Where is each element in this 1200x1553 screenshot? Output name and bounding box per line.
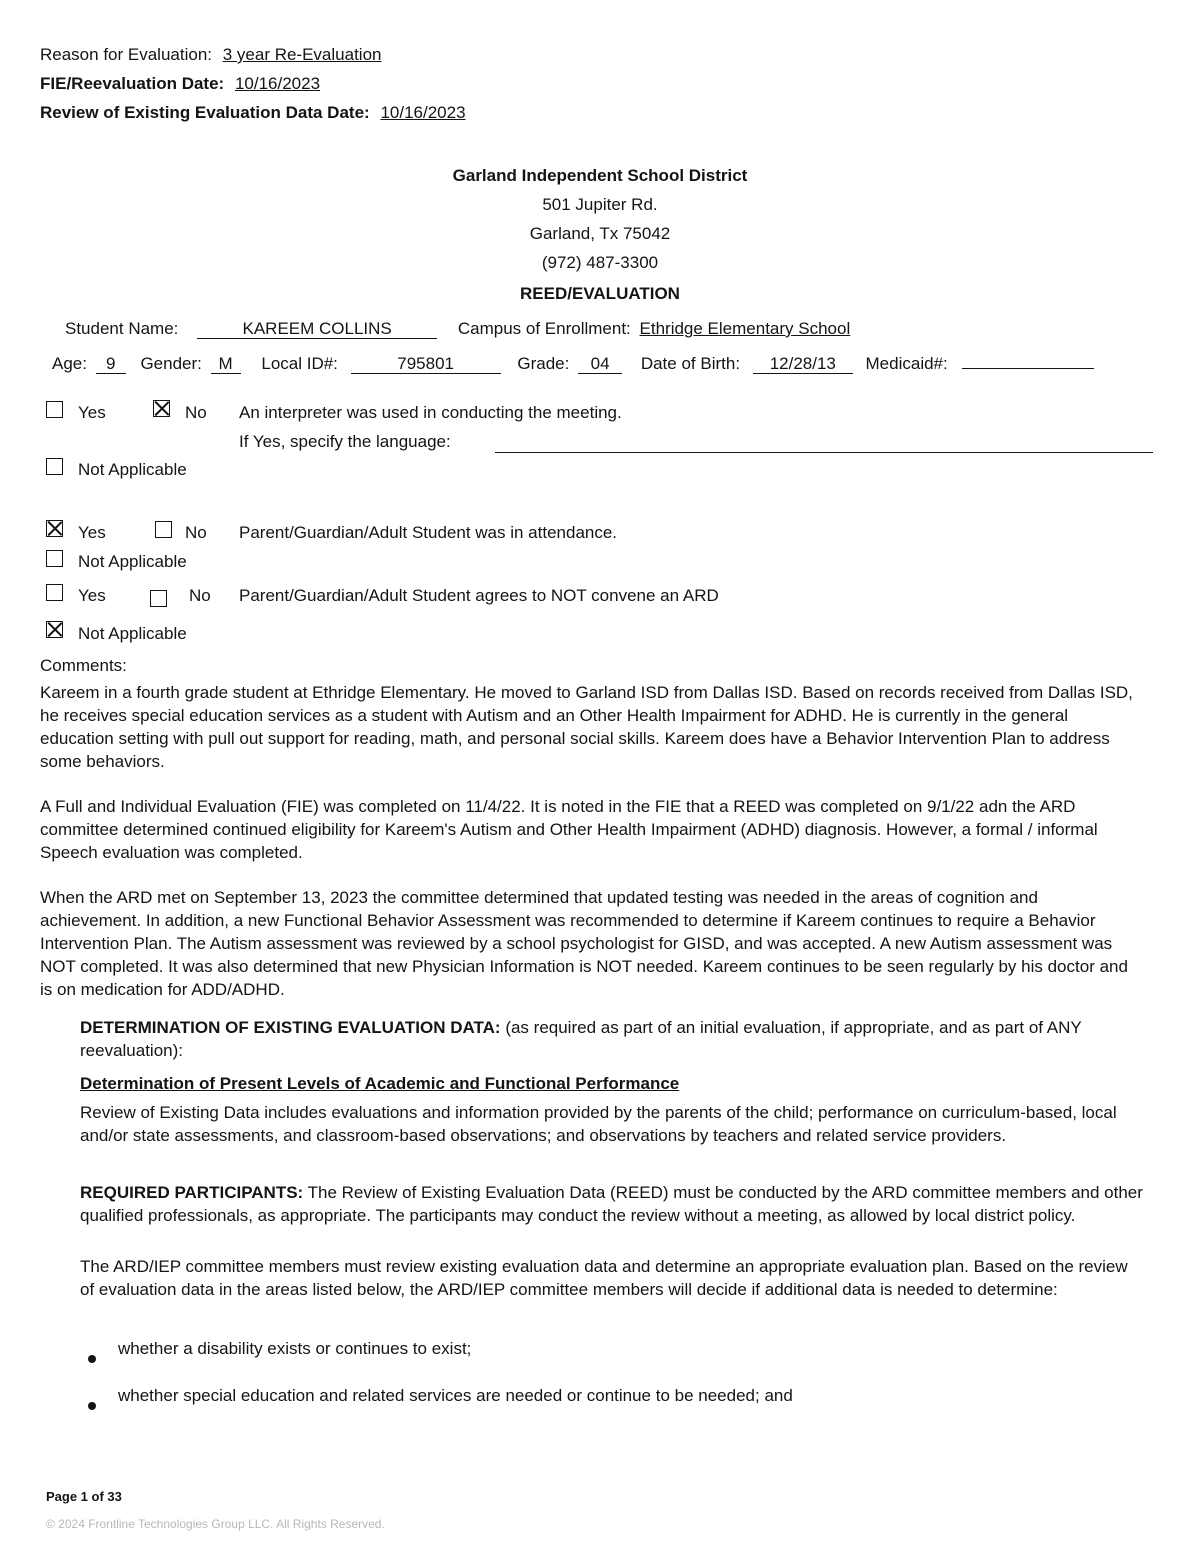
medicaid-value (962, 368, 1094, 369)
fie-value: 10/16/2023 (234, 74, 321, 93)
age-label: Age: (52, 354, 87, 373)
reason-label: Reason for Evaluation: (40, 45, 212, 64)
fie-label: FIE/Reevaluation Date: (40, 74, 225, 93)
convene-no-label: No (189, 586, 211, 605)
comments-paragraph-2: A Full and Individual Evaluation (FIE) was completed on 11/4/22. It is noted in the FIE that a REED was completed on 9/1/22 adn the ARD committee determined continued eligibility for Kareem's Autism and Other Health Impairment (ADHD) diagnosis. However, a formal / informal Speech evaluation was completed. (40, 797, 1098, 862)
fie-reevaluation-date (40, 74, 320, 94)
district-address-line1: 501 Jupiter Rd. (542, 195, 658, 214)
attendance-statement: Parent/Guardian/Adult Student was in attendance. (239, 523, 618, 542)
dob-value: 12/28/13 (753, 354, 853, 374)
student-name-label: Student Name: (65, 319, 179, 338)
interpreter-language-field[interactable] (495, 452, 1153, 453)
convene-statement: Parent/Guardian/Adult Student agrees to NOT convene an ARD (239, 586, 719, 605)
interpreter-language-row (239, 432, 451, 452)
student-name-row (65, 319, 850, 339)
comments-paragraph-3: When the ARD met on September 13, 2023 the committee determined that updated testing was needed in the areas of cognition and achievement. In addition, a new Functional Behavior Assessment was recommended to determine if Kareem continues to require a Behavior Intervention Plan. The Autism assessment was reviewed by a school psychologist for GISD, and was accepted. A new Autism assessment was NOT completed. It was also determined that new Physician Information is NOT needed. Kareem continues to be seen regularly by his doctor and is on medication for ADD/ADHD. (40, 888, 1128, 999)
review-existing-data-text: Review of Existing Data includes evaluations and information provided by the parents of the child; performance on curriculum-based, local and/or state assessments, and classroom-based observations; and observations by teachers and related service providers. (80, 1103, 1117, 1145)
interpreter-na-label: Not Applicable (78, 460, 187, 479)
interpreter-no-label: No (185, 403, 207, 422)
determination-heading (80, 1016, 1145, 1062)
convene-yes-checkbox[interactable] (46, 584, 63, 601)
reed-date (40, 103, 466, 123)
comments-paragraph-1: Kareem in a fourth grade student at Ethridge Elementary. He moved to Garland ISD from Dallas ISD. Based on records received from Dallas ISD, he receives special education services as a student with Autism and an Other Health Impairment for ADHD. He is currently in the general education setting with pull out support for reading, math, and personal social skills. Kareem does have a Behavior Intervention Plan to address some behaviors. (40, 683, 1133, 771)
determination-heading-bold: DETERMINATION OF EXISTING EVALUATION DATA: (80, 1018, 501, 1037)
student-name-value: KAREEM COLLINS (197, 319, 437, 339)
attendance-no-checkbox[interactable] (155, 521, 172, 538)
comments-label: Comments: (40, 656, 127, 675)
convene-na-checkbox[interactable] (46, 621, 63, 638)
reason-value: 3 year Re-Evaluation (222, 45, 382, 64)
attendance-yes-checkbox[interactable] (46, 520, 63, 537)
reed-value: 10/16/2023 (380, 103, 466, 122)
bullet-dot-1 (88, 1355, 96, 1363)
district-phone: (972) 487-3300 (541, 253, 659, 272)
reason-for-evaluation (40, 45, 382, 65)
required-participants-text: The Review of Existing Evaluation Data (REED) must be conducted by the ARD committee members and other qualified professionals, as appropriate. The participants may conduct the review without a meeting, as allowed by local district policy. (80, 1183, 1143, 1225)
bullet-item-2: whether special education and related services are needed or continue to be needed; and (118, 1386, 793, 1405)
district-name: Garland Independent School District (452, 166, 748, 185)
campus-label: Campus of Enrollment: (457, 319, 631, 338)
required-participants-label: REQUIRED PARTICIPANTS: (80, 1183, 304, 1202)
copyright-notice: © 2024 Frontline Technologies Group LLC. All Rights Reserved. (46, 1517, 385, 1531)
grade-value: 04 (578, 354, 622, 374)
interpreter-na-checkbox[interactable] (46, 458, 63, 475)
grade-label: Grade: (517, 354, 570, 373)
campus-value: Ethridge Elementary School (639, 319, 851, 338)
student-details-row (52, 354, 1094, 374)
reed-label: Review of Existing Evaluation Data Date: (40, 103, 370, 122)
interpreter-yes-label: Yes (78, 403, 106, 422)
convene-yes-label: Yes (78, 586, 106, 605)
interpreter-statement: An interpreter was used in conducting the meeting. (239, 403, 622, 422)
local-id-value: 795801 (351, 354, 501, 374)
committee-text: The ARD/IEP committee members must review existing evaluation data and determine an appropriate evaluation plan. Based on the review of evaluation data in the areas listed below, the ARD/IEP committee members will decide if additional data is needed to determine: (80, 1257, 1128, 1299)
local-id-label: Local ID#: (261, 354, 338, 373)
age-value: 9 (96, 354, 126, 374)
medicaid-label: Medicaid#: (865, 354, 948, 373)
district-address-line2: Garland, Tx 75042 (529, 224, 671, 243)
attendance-na-label: Not Applicable (78, 552, 187, 571)
convene-na-label: Not Applicable (78, 624, 187, 643)
present-levels-subheading: Determination of Present Levels of Academic and Functional Performance (80, 1074, 680, 1093)
gender-label: Gender: (140, 354, 202, 373)
bullet-dot-2 (88, 1402, 96, 1410)
interpreter-no-checkbox[interactable] (153, 400, 170, 417)
attendance-na-checkbox[interactable] (46, 550, 63, 567)
attendance-yes-label: Yes (78, 523, 106, 542)
dob-label: Date of Birth: (640, 354, 741, 373)
attendance-no-label: No (185, 523, 207, 542)
page-number: Page 1 of 33 (46, 1489, 122, 1504)
interpreter-yes-checkbox[interactable] (46, 401, 63, 418)
interpreter-language-label: If Yes, specify the language: (239, 432, 451, 451)
form-title: REED/EVALUATION (520, 284, 680, 303)
required-participants (80, 1181, 1145, 1227)
bullet-item-1: whether a disability exists or continues to exist; (118, 1339, 472, 1358)
determination-heading-rest: (as required as part of an initial evaluation, if appropriate, and as part of ANY reevaluation): (80, 1018, 1082, 1060)
gender-value: M (211, 354, 241, 374)
convene-no-checkbox[interactable] (150, 590, 167, 607)
